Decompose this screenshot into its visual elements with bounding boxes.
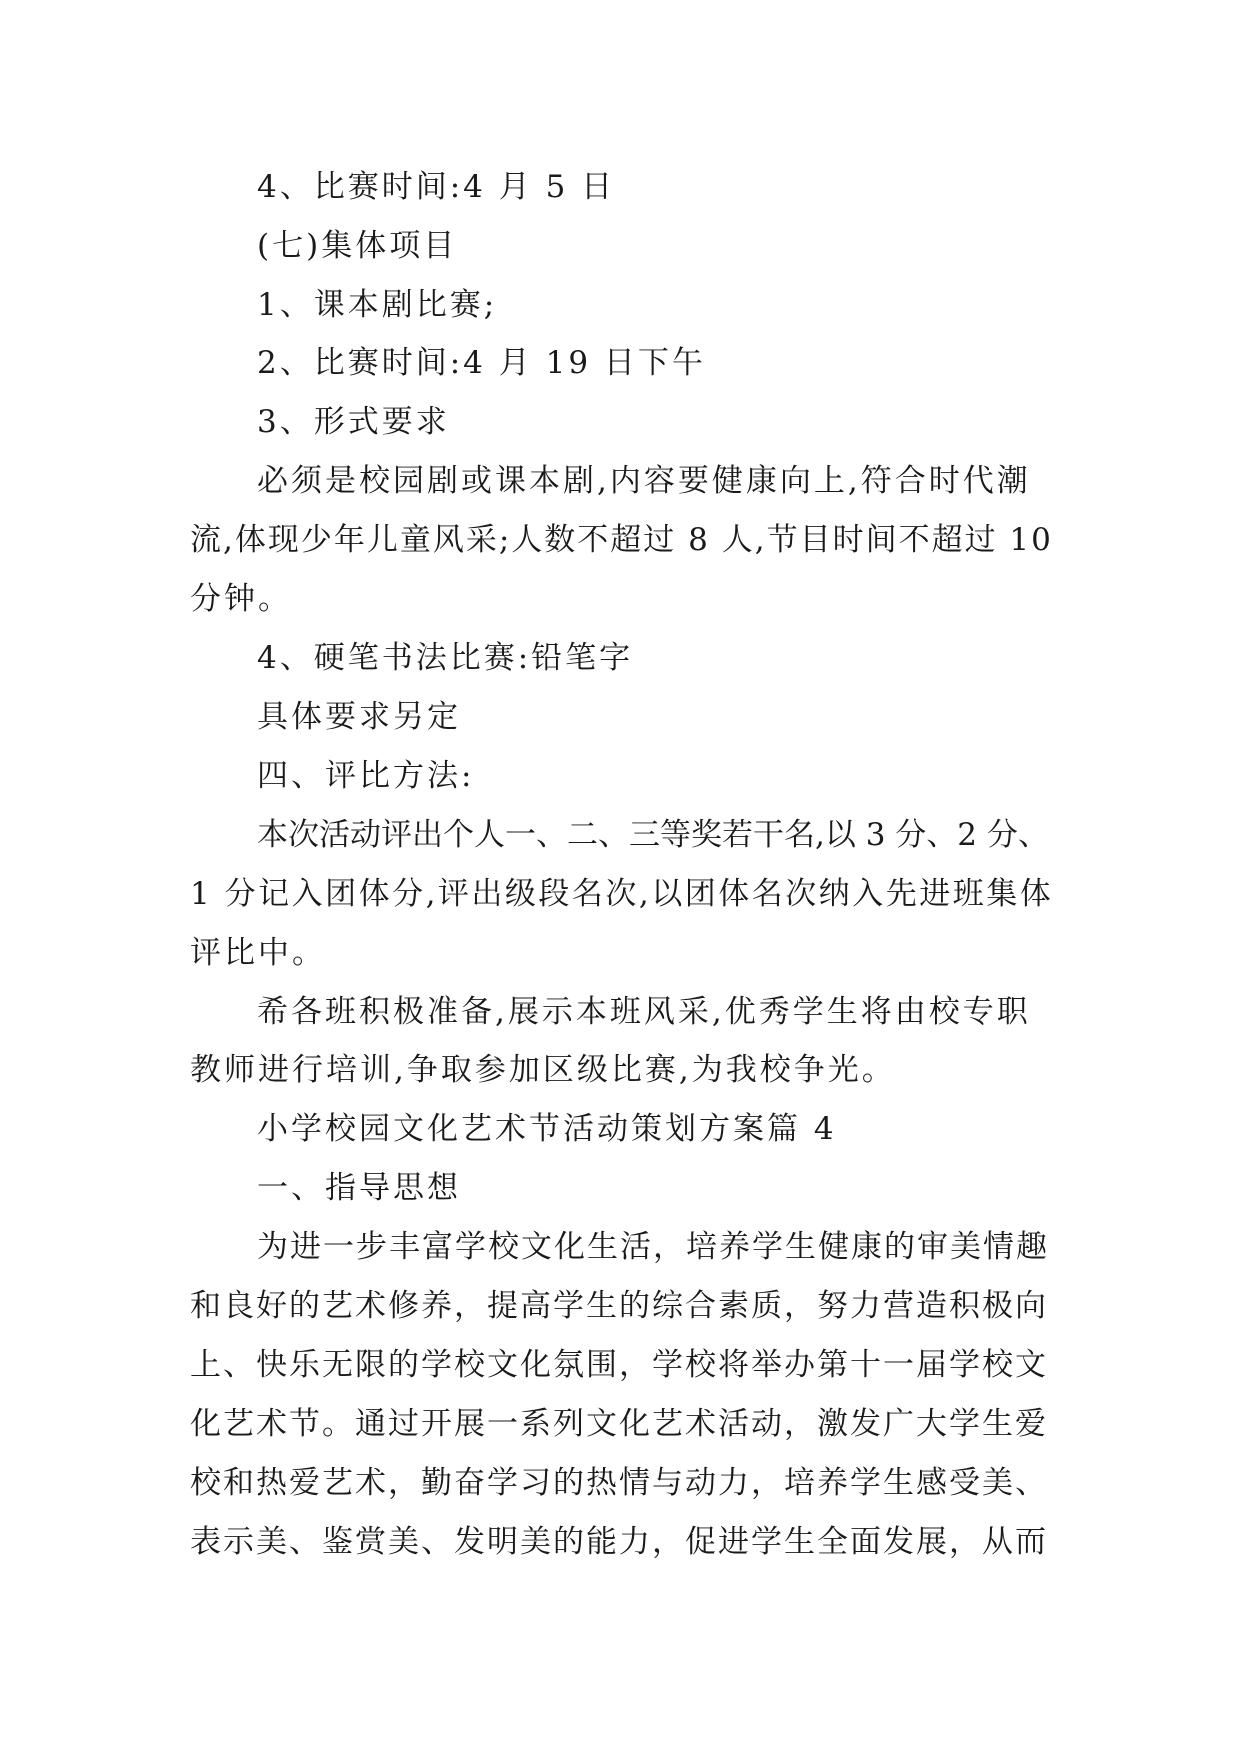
paragraph-line: 分钟。 (190, 581, 292, 617)
section-heading: 四、评比方法: (257, 758, 475, 794)
paragraph-line: 评比中。 (190, 935, 326, 971)
section-heading: (七)集体项目 (257, 228, 458, 264)
text-line: 具体要求另定 (257, 699, 461, 735)
paragraph-line: 教师进行培训,争取参加区级比赛,为我校争光。 (190, 1052, 896, 1088)
section-heading: 一、指导思想 (257, 1170, 461, 1206)
text-line: 3、形式要求 (257, 404, 450, 440)
text-line: 4、比赛时间:4 月 5 日 (257, 169, 616, 205)
paragraph-line: 本次活动评出个人一、二、三等奖若干名,以 3 分、2 分、 (257, 817, 1049, 853)
paragraph-line: 校和热爱艺术，勤奋学习的热情与动力，培养学生感受美、 (190, 1465, 1048, 1501)
paragraph-line: 上、快乐无限的学校文化氛围，学校将举办第十一届学校文 (190, 1347, 1048, 1383)
text-line: 1、课本剧比赛; (257, 287, 498, 323)
paragraph-line: 化艺术节。通过开展一系列文化艺术活动，激发广大学生爱 (190, 1406, 1048, 1442)
text-line: 2、比赛时间:4 月 19 日下午 (257, 345, 706, 381)
document-title: 小学校园文化艺术节活动策划方案篇 4 (257, 1111, 837, 1147)
paragraph-line: 为进一步丰富学校文化生活，培养学生健康的审美情趣 (257, 1229, 1049, 1265)
paragraph-line: 表示美、鉴赏美、发明美的能力，促进学生全面发展，从而 (190, 1524, 1048, 1560)
paragraph-line: 流,体现少年儿童风采;人数不超过 8 人,节目时间不超过 10 (190, 522, 1053, 558)
paragraph-line: 希各班积极准备,展示本班风采,优秀学生将由校专职 (257, 994, 1031, 1030)
paragraph-line: 必须是校园剧或课本剧,内容要健康向上,符合时代潮 (257, 463, 1031, 499)
paragraph-line: 1 分记入团体分,评出级段名次,以团体名次纳入先进班集体 (190, 876, 1054, 912)
paragraph-line: 和良好的艺术修养，提高学生的综合素质，努力营造积极向 (190, 1288, 1048, 1324)
text-line: 4、硬笔书法比赛:铅笔字 (257, 640, 634, 676)
